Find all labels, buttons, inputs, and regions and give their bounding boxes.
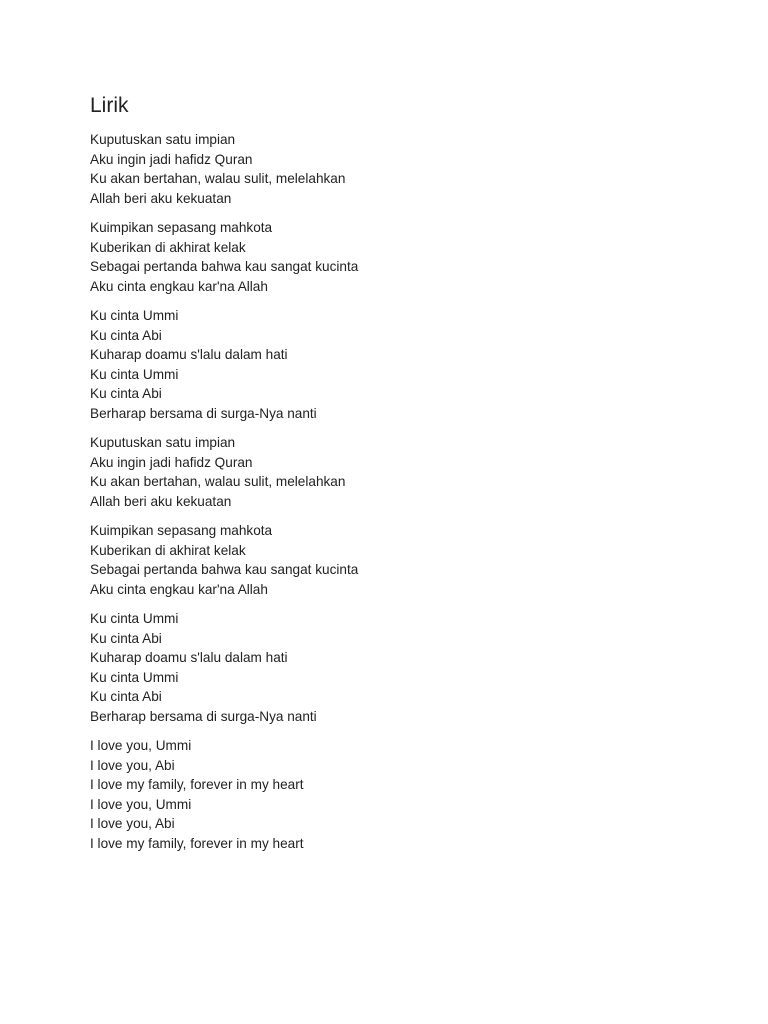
stanza <box>90 306 710 423</box>
lyric-line: Ku cinta Abi <box>90 689 162 704</box>
stanza <box>90 609 710 726</box>
stanza <box>90 736 710 853</box>
lyric-line: Berharap bersama di surga-Nya nanti <box>90 708 317 724</box>
lyric-line: Kuharap doamu s'lalu dalam hati <box>90 347 288 362</box>
lyric-line: Ku akan bertahan, walau sulit, melelahkan <box>90 474 346 489</box>
lyric-line: Ku cinta Abi <box>90 630 162 646</box>
lyric-line: I love you, Ummi <box>90 796 192 812</box>
lyric-line: Berharap bersama di surga-Nya nanti <box>90 405 317 421</box>
lyric-line: Kuputuskan satu impian <box>90 435 236 450</box>
lyric-line: Aku cinta engkau kar'na Allah <box>90 278 268 294</box>
page-title: Lirik <box>90 94 129 117</box>
lyric-line: Kuberikan di akhirat kelak <box>90 542 246 558</box>
lyric-line: Kuimpikan sepasang mahkota <box>90 523 273 538</box>
lyric-line: Kuimpikan sepasang mahkota <box>90 220 273 235</box>
lyric-line: Ku cinta Ummi <box>90 308 179 323</box>
lyric-line: I love you, Ummi <box>90 738 192 753</box>
lyric-line: Ku cinta Ummi <box>90 366 179 382</box>
lyric-line: Aku ingin jadi hafidz Quran <box>90 454 253 470</box>
lyric-line: Ku cinta Abi <box>90 327 162 343</box>
lyric-line: Kuputuskan satu impian <box>90 132 236 147</box>
lyric-line: I love my family, forever in my heart <box>90 835 304 851</box>
lyric-line: Ku cinta Ummi <box>90 669 179 685</box>
lyric-line: Aku ingin jadi hafidz Quran <box>90 151 253 167</box>
stanza <box>90 130 710 208</box>
lyric-line: Kuharap doamu s'lalu dalam hati <box>90 650 288 665</box>
lyrics-body <box>90 130 710 853</box>
lyric-line: Allah beri aku kekuatan <box>90 493 232 509</box>
lyric-line: Sebagai pertanda bahwa kau sangat kucinta <box>90 562 359 577</box>
lyric-line: I love my family, forever in my heart <box>90 777 304 792</box>
lyric-line: Ku cinta Ummi <box>90 611 179 626</box>
lyric-line: Ku cinta Abi <box>90 386 162 401</box>
stanza <box>90 521 710 599</box>
lyric-line: I love you, Abi <box>90 816 175 831</box>
lyric-line: Allah beri aku kekuatan <box>90 190 232 206</box>
lyric-line: Aku cinta engkau kar'na Allah <box>90 581 268 597</box>
lyric-line: Sebagai pertanda bahwa kau sangat kucinta <box>90 259 359 274</box>
stanza <box>90 433 710 511</box>
document-page <box>90 92 710 863</box>
stanza <box>90 218 710 296</box>
lyric-line: Kuberikan di akhirat kelak <box>90 239 246 255</box>
lyric-line: I love you, Abi <box>90 757 175 773</box>
lyric-line: Ku akan bertahan, walau sulit, melelahkan <box>90 171 346 186</box>
